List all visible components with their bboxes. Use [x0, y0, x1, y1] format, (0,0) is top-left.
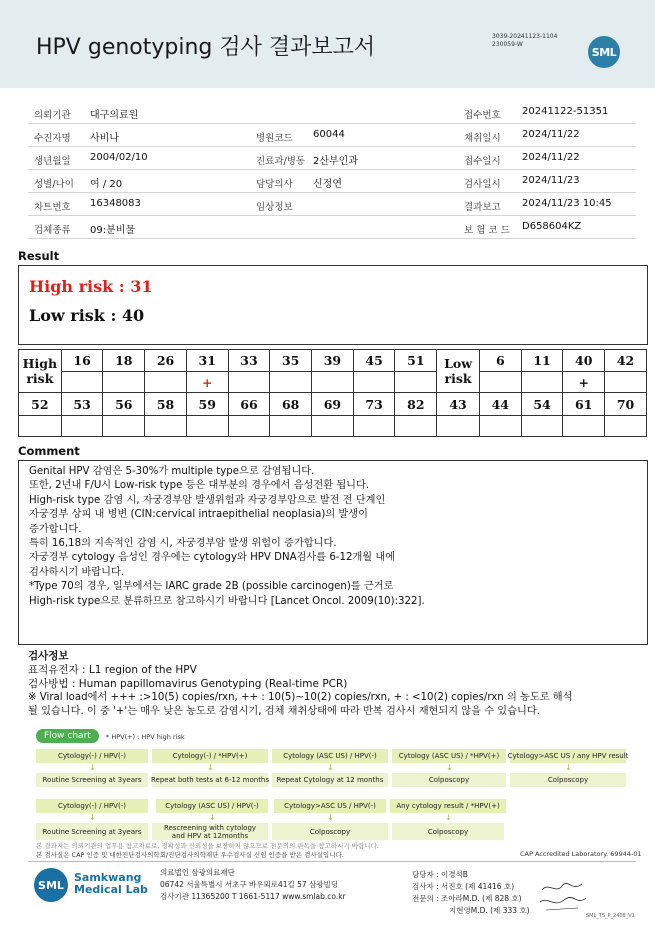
flow-outcome: Colposcopy [392, 823, 504, 840]
genotype-result [103, 416, 145, 437]
flow-outcome [152, 823, 268, 840]
info-l2: 진료과/병동 [256, 156, 306, 167]
footer-contact: 검사기관 11365200 T 1661-5117 www.smlab.co.kr [160, 892, 346, 901]
arrow-down-icon: ↓ [89, 813, 96, 822]
flow-step: Cytology (ASC US) / HPV(-) [272, 749, 388, 763]
info-l2: 병원코드 [256, 133, 293, 144]
genotype-result [19, 416, 62, 437]
flow-step: Cytology(-) / HPV(-) [36, 749, 148, 763]
genotype-6: 6 [479, 350, 521, 372]
genotype-result [479, 416, 521, 437]
low-risk-label-1: Low [444, 356, 473, 371]
comment-line: 특히 16,18의 지속적인 감염 시, 자궁경부암 발생 위험이 증가합니다. [29, 538, 337, 550]
arrow-down-icon: ↓ [327, 763, 334, 772]
footer-sml-logo-icon: SML [34, 868, 68, 902]
flow-outcome: Routine Screening at 3years [36, 773, 148, 787]
sml-logo-icon: SML [588, 36, 620, 68]
report-title: HPV genotyping 검사 결과보고서 [36, 35, 376, 60]
info-v3: 2024/11/23 10:45 [522, 198, 612, 209]
genotype-11: 11 [521, 350, 563, 372]
comment-text [29, 465, 641, 609]
genotype-result [186, 416, 228, 437]
comment-line: 자궁경부 cytology 음성인 경우에는 cytology와 HPV DNA검사를 6-12개월 내에 [29, 552, 396, 564]
comment-line: 증가합니다. [29, 523, 82, 535]
genotype-31: 31 [186, 350, 228, 372]
flow-step: Cytology>ASC US / HPV(-) [274, 799, 386, 813]
report-code-2: 230059-W [492, 41, 523, 48]
flow-step: Cytology(-) / HPV(-) [36, 799, 148, 813]
info-l1: 생년월일 [34, 156, 71, 167]
info-l3: 접수일시 [464, 156, 501, 167]
flow-step: Any cytology result / *HPV(+) [390, 799, 506, 813]
arrow-down-icon: ↓ [445, 813, 452, 822]
genotype-82: 82 [395, 393, 437, 416]
genotype-26: 26 [145, 350, 187, 372]
genotype-53: 53 [61, 393, 103, 416]
arrow-down-icon: ↓ [446, 763, 453, 772]
info-row [28, 124, 636, 147]
info-l2: 임상정보 [256, 202, 293, 213]
info-l3: 검사일시 [464, 179, 501, 190]
viral-load-note-2: 될 있습니다. 이 중 '+'는 매우 낮은 농도로 감염시기, 검체 채취상태에 따라 반복 검사시 재현되지 않을 수 있습니다. [28, 706, 540, 717]
staff-specialist-1: 전문의 : 조아라M.D. (제 828 호) [412, 894, 522, 903]
info-v1: 사비나 [90, 133, 119, 144]
footnote-1: 본 결과지는 의뢰기관의 업무용 참고자료로, 정확성과 신뢰성을 보장하지 않으므로 전문의의 판독을 참고하시기 바랍니다. [36, 842, 379, 850]
genotype-45: 45 [353, 350, 395, 372]
info-v3: 2024/11/22 [522, 152, 580, 163]
info-row [28, 193, 636, 216]
info-l1: 수진자명 [34, 133, 71, 144]
info-l3: 결과보고 [464, 202, 501, 213]
info-v2: 신정연 [313, 179, 342, 190]
comment-line: 검사하시기 바랍니다. [29, 566, 125, 578]
info-v1: 여 / 20 [90, 179, 123, 190]
info-row [28, 216, 636, 239]
comment-heading: Comment [18, 444, 80, 458]
genotype-result [353, 416, 395, 437]
genotype-40: 40 [563, 350, 605, 372]
info-v3: 20241122-51351 [522, 106, 609, 117]
brand-line-1: Samkwang [74, 871, 142, 884]
genotype-42: 42 [605, 350, 647, 372]
genotype-51: 51 [395, 350, 437, 372]
flow-outcome: Colposcopy [272, 823, 388, 840]
footer-address: 06742 서울특별시 서초구 바우뫼로41길 57 삼광빌딩 [160, 880, 339, 889]
info-v1: 대구의료원 [90, 110, 139, 121]
genotype-result: + [186, 372, 228, 393]
staff-manager: 담당자 : 이경석B [412, 870, 468, 879]
comment-line: High-risk type 감염 시, 자궁경부암 발생위험과 자궁경부암으로 발전 전 단계인 [29, 494, 386, 506]
flow-outcome: Colposcopy [510, 773, 626, 787]
genotype-result [270, 416, 312, 437]
brand-name [74, 872, 148, 896]
genotype-result [228, 416, 270, 437]
genotype-70: 70 [605, 393, 647, 416]
info-l1: 성별/나이 [34, 179, 74, 190]
genotype-result [312, 416, 354, 437]
flow-note: * HPV(+) : HPV high risk [106, 733, 185, 741]
genotype-result [353, 372, 395, 393]
genotype-56: 56 [103, 393, 145, 416]
info-row [28, 101, 636, 124]
flow-step: Cytology(-) / *HPV(+) [152, 749, 268, 763]
genotype-66: 66 [228, 393, 270, 416]
info-v1: 2004/02/10 [90, 152, 148, 163]
info-l2: 담당의사 [256, 179, 293, 190]
info-v2: 2산부인과 [313, 156, 359, 167]
info-row [28, 170, 636, 193]
genotype-result [437, 416, 480, 437]
genotype-table [18, 349, 647, 437]
genotype-69: 69 [312, 393, 354, 416]
genotype-result [61, 372, 103, 393]
info-v3: D658604KZ [522, 221, 582, 232]
arrow-down-icon: ↓ [327, 813, 334, 822]
info-l3: 보 험 코 드 [464, 225, 510, 236]
result-box [18, 265, 648, 345]
flow-outcome: Repeat Cytology at 12 months [272, 773, 388, 787]
arrow-down-icon: ↓ [207, 763, 214, 772]
form-code: SML_TS_P_2408_V1 [586, 913, 635, 919]
comment-box [18, 460, 648, 645]
genotype-35: 35 [270, 350, 312, 372]
staff-tester: 검사자 : 서진호 (제 41416 호) [412, 882, 515, 891]
genotype-result [521, 416, 563, 437]
flow-outcome-line-1: Rescreening with cytology [163, 823, 257, 832]
comment-line: 자궁경부 상피 내 병변 (CIN:cervical intraepithelial neoplasia)의 발생이 [29, 509, 368, 521]
high-risk-label [19, 350, 62, 393]
comment-line: High-risk type으로 분류하므로 참고하시기 바랍니다 [Lancet Oncol. 2009(10):322]. [29, 595, 425, 607]
genotype-59: 59 [186, 393, 228, 416]
genotype-73: 73 [353, 393, 395, 416]
comment-line: *Type 70의 경우, 일부에서는 IARC grade 2B (possible carcinogen)를 근거로 [29, 581, 394, 593]
genotype-18: 18 [103, 350, 145, 372]
flow-chart-badge: Flow chart [36, 729, 99, 743]
genotype-58: 58 [145, 393, 187, 416]
info-l1: 차트번호 [34, 202, 71, 213]
genotype-52: 52 [19, 393, 62, 416]
high-risk-label-1: High [22, 356, 58, 371]
info-l1: 검체종류 [34, 225, 71, 236]
genotype-68: 68 [270, 393, 312, 416]
high-risk-result: High risk : 31 [29, 277, 153, 296]
result-heading: Result [18, 249, 60, 263]
target-gene: 표적유전자 : L1 region of the HPV [28, 664, 197, 676]
genotype-result [395, 416, 437, 437]
comment-line: Genital HPV 감염은 5-30%가 multiple type으로 감염됩니다. [29, 466, 315, 477]
test-method: 검사방법 : Human papillomavirus Genotyping (Real-time PCR) [28, 678, 348, 690]
signature-icon [538, 880, 588, 914]
genotype-result [103, 372, 145, 393]
genotype-result [228, 372, 270, 393]
test-info-heading: 검사정보 [28, 650, 69, 662]
patient-info [28, 101, 636, 239]
low-risk-label [437, 350, 480, 393]
genotype-16: 16 [61, 350, 103, 372]
genotype-39: 39 [312, 350, 354, 372]
flow-step: Cytology (ASC US) / HPV(-) [156, 799, 268, 813]
low-risk-label-2: risk [444, 371, 472, 386]
viral-load-note: ※ Viral load에서 +++ :>10(5) copies/rxn, ++ : 10(5)~10(2) copies/rxn, + : <10(2) copies/rxn 의 농도로 해석 [28, 692, 573, 703]
genotype-result [145, 416, 187, 437]
info-row [28, 147, 636, 170]
flow-outcome-line-2: and HPV at 12months [171, 831, 249, 840]
info-v1: 09:분비물 [90, 225, 136, 236]
brand-line-2: Medical Lab [74, 883, 148, 896]
genotype-result [563, 416, 605, 437]
info-v1: 16348083 [90, 198, 141, 209]
genotype-54: 54 [521, 393, 563, 416]
flow-outcome: Repeat both tests at 6-12 months [152, 773, 268, 787]
genotype-result [145, 372, 187, 393]
arrow-down-icon: ↓ [89, 763, 96, 772]
genotype-result [605, 372, 647, 393]
genotype-44: 44 [479, 393, 521, 416]
info-v2: 60044 [313, 129, 345, 140]
staff-specialist-2: 지현영M.D. (제 333 호) [449, 906, 530, 915]
info-v3: 2024/11/23 [522, 175, 580, 186]
info-v3: 2024/11/22 [522, 129, 580, 140]
genotype-61: 61 [563, 393, 605, 416]
genotype-result [479, 372, 521, 393]
low-risk-result: Low risk : 40 [29, 306, 145, 325]
flow-outcome: Routine Screening at 3years [36, 823, 148, 840]
genotype-result [395, 372, 437, 393]
comment-line: 또한, 2년내 F/U시 Low-risk type 등은 대부분의 경우에서 음성전환 됩니다. [29, 480, 370, 492]
genotype-result: + [563, 372, 605, 393]
genotype-result [270, 372, 312, 393]
footer-org: 의료법인 삼광의료재단 [160, 868, 235, 877]
info-l1: 의뢰기관 [34, 110, 71, 121]
footer-divider [28, 861, 636, 862]
flow-step: Cytology>ASC US / any HPV result [510, 749, 626, 763]
genotype-43: 43 [437, 393, 480, 416]
info-l3: 접수번호 [464, 110, 501, 121]
genotype-result [605, 416, 647, 437]
cap-accreditation: CAP Accredited Laboratory. 69944-01 [520, 850, 642, 858]
flow-step: Cytology (ASC US) / *HPV(+) [392, 749, 506, 763]
footnote-2: 본 검사실은 CAP 인증 및 대한진단검사의학회/진단검사의학재단 우수검사실 신임 인증을 받은 검사실입니다. [36, 851, 344, 859]
flow-outcome: Colposcopy [392, 773, 506, 787]
genotype-33: 33 [228, 350, 270, 372]
high-risk-label-2: risk [26, 371, 54, 386]
genotype-result [61, 416, 103, 437]
genotype-result [521, 372, 563, 393]
genotype-result [312, 372, 354, 393]
arrow-down-icon: ↓ [209, 813, 216, 822]
arrow-down-icon: ↓ [565, 763, 572, 772]
info-l3: 채취일시 [464, 133, 501, 144]
report-code-1: 3039-20241123-1104 [492, 33, 558, 40]
